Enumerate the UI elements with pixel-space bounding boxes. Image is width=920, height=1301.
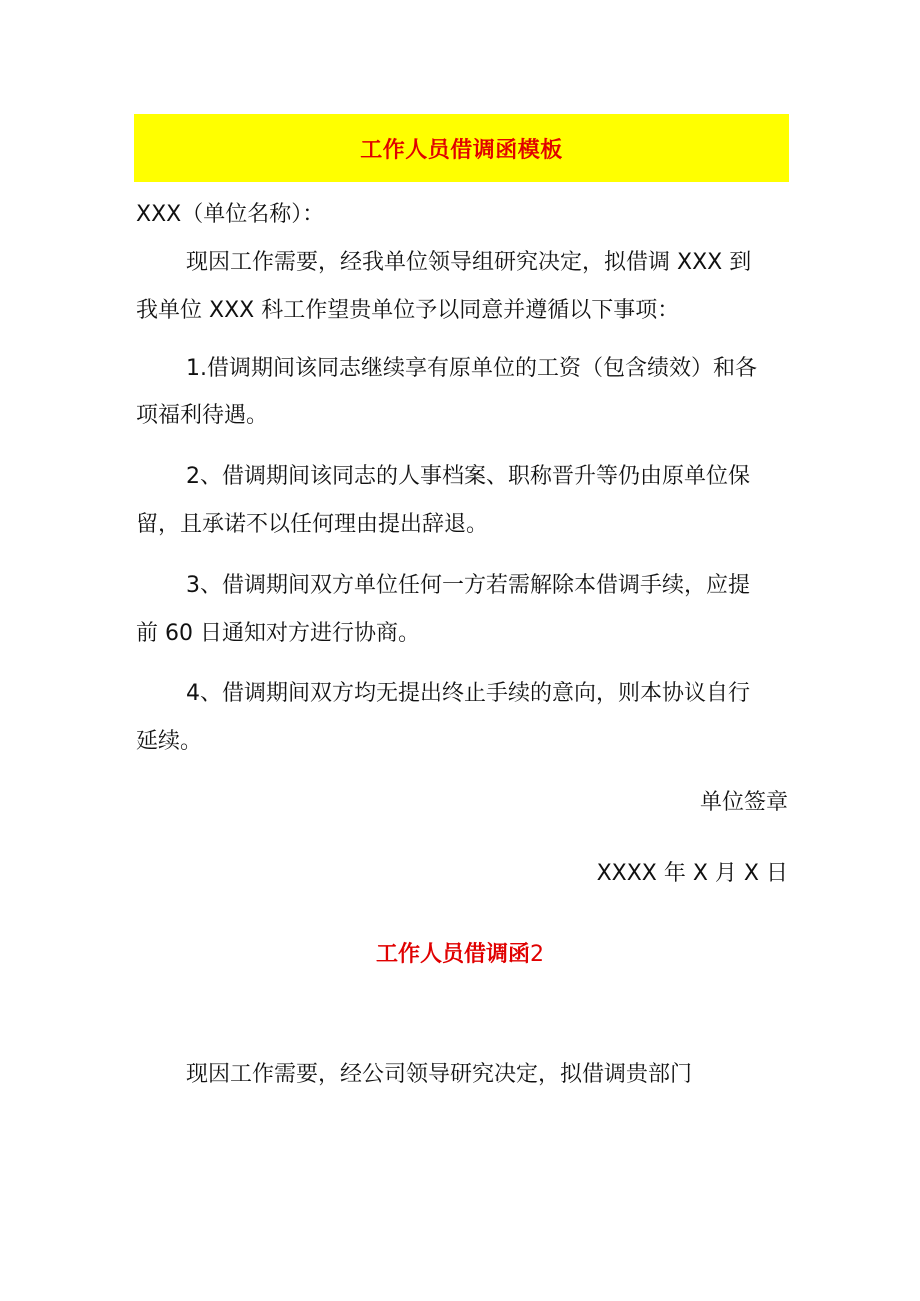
item-2-line-2: 留，且承诺不以任何理由提出辞退。 xyxy=(136,512,489,537)
title-banner xyxy=(134,114,789,182)
second-title xyxy=(0,940,920,970)
date-line: XXXX 年 X 月 X 日 xyxy=(596,861,788,886)
body2-line-1: 现因工作需要，经公司领导研究决定，拟借调贵部门 xyxy=(186,1062,693,1087)
second-title-number: 2 xyxy=(530,942,544,967)
signature-label: 单位签章 xyxy=(699,790,788,815)
item-2-line-1: 2、借调期间该同志的人事档案、职称晋升等仍由原单位保 xyxy=(186,464,750,489)
item-3-line-1: 3、借调期间双方单位任何一方若需解除本借调手续，应提 xyxy=(186,573,750,598)
second-title-main: 工作人员借调函 xyxy=(375,942,530,967)
item-1-line-2: 项福利待遇。 xyxy=(136,403,269,428)
item-3-line-2: 前 60 日通知对方进行协商。 xyxy=(136,621,420,646)
item-4-line-2: 延续。 xyxy=(136,729,203,754)
item-1-line-1: 1.借调期间该同志继续享有原单位的工资（包含绩效）和各 xyxy=(186,356,757,381)
intro-line-1: 现因工作需要，经我单位领导组研究决定，拟借调 XXX 到 xyxy=(186,250,752,275)
intro-line-2: 我单位 XXX 科工作望贵单位予以同意并遵循以下事项： xyxy=(136,298,680,323)
item-4-line-1: 4、借调期间双方均无提出终止手续的意向，则本协议自行 xyxy=(186,681,750,706)
salutation: XXX（单位名称）： xyxy=(136,202,325,227)
document-title: 工作人员借调函模板 xyxy=(360,137,563,163)
